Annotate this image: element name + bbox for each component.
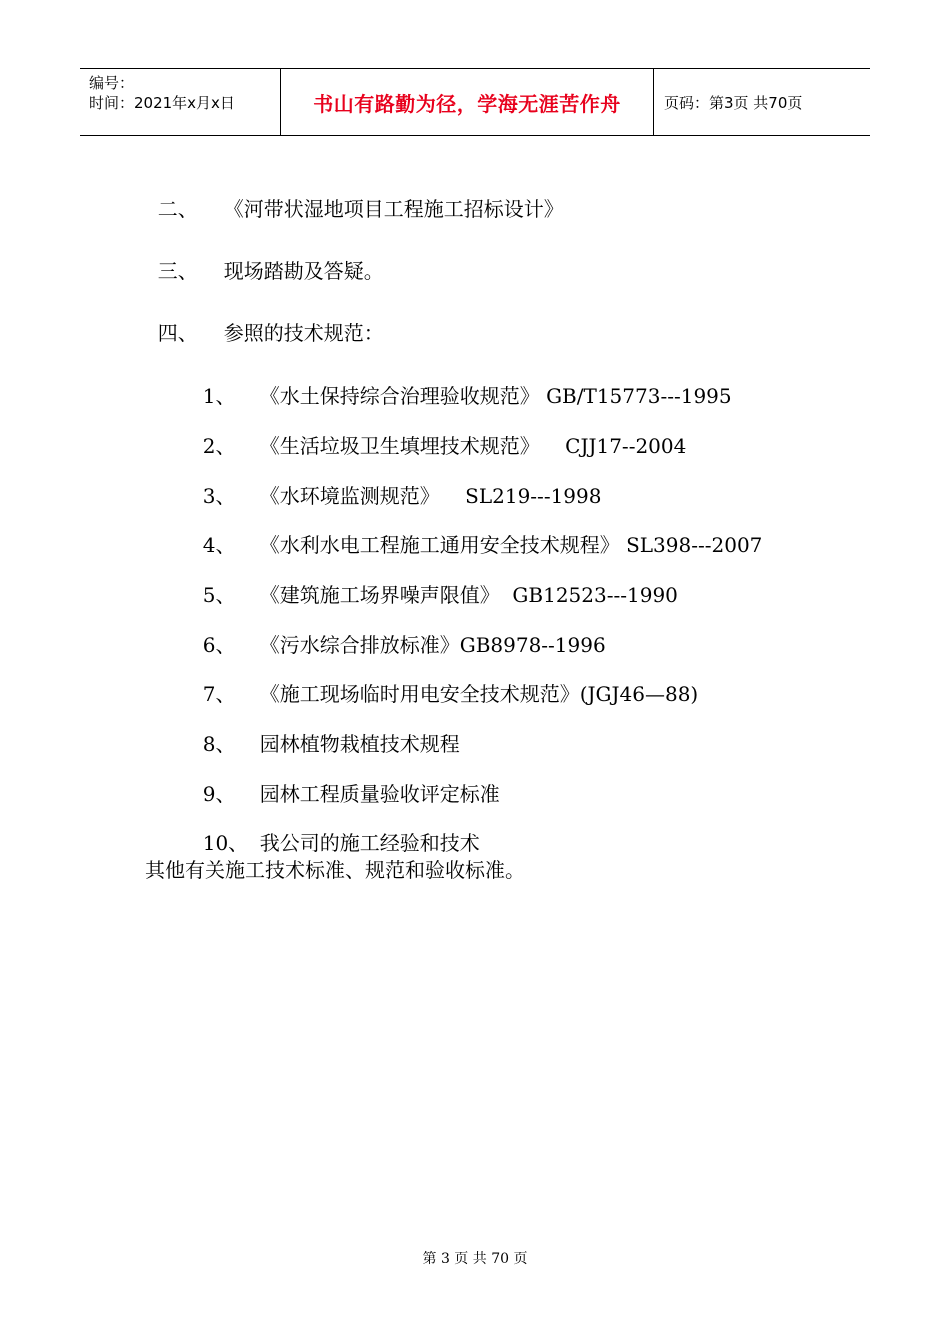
section-text: 参照的技术规范： [223, 321, 384, 345]
header-motto: 书山有路勤为径，学海无涯苦作舟 [281, 69, 654, 135]
section-text: 现场踏勘及答疑。 [223, 259, 384, 283]
spec-text: 我公司的施工经验和技术 [259, 831, 480, 855]
spec-item [190, 658, 698, 706]
section-number: 四、 [157, 321, 198, 345]
spec-number: 10、 [202, 831, 249, 855]
page-header [80, 68, 870, 136]
spec-number: 8、 [202, 732, 236, 756]
time-label: 时间：2021年x月x日 [89, 94, 235, 112]
spec-text: 《污水综合排放标准》GB8978--1996 [259, 633, 606, 657]
section-item [145, 173, 564, 221]
spec-text: 《建筑施工场界噪声限值》 GB12523---1990 [259, 583, 678, 607]
section-item [145, 297, 384, 345]
section-number: 二、 [157, 197, 198, 221]
spec-text: 《施工现场临时用电安全技术规范》(JGJ46—88) [259, 682, 699, 706]
spec-number: 2、 [202, 434, 236, 458]
spec-item [190, 807, 480, 855]
header-meta [80, 69, 281, 135]
spec-number: 1、 [202, 384, 236, 408]
spec-number: 4、 [202, 533, 236, 557]
spec-number: 3、 [202, 484, 236, 508]
spec-item [190, 460, 601, 508]
header-page-info: 页码：第3页 共70页 [664, 93, 803, 112]
spec-item [190, 410, 686, 458]
spec-number: 9、 [202, 782, 236, 806]
spec-item [190, 509, 762, 557]
spec-text: 《水利水电工程施工通用安全技术规程》 SL398---2007 [259, 533, 763, 557]
spec-text: 《生活垃圾卫生填埋技术规范》 CJJ17--2004 [259, 434, 687, 458]
page-footer: 第 3 页 共 70 页 [422, 1251, 528, 1267]
spec-text: 《水环境监测规范》 SL219---1998 [259, 484, 602, 508]
section-number: 三、 [157, 259, 198, 283]
spec-item [190, 360, 732, 408]
spec-item [190, 559, 678, 607]
spec-number: 7、 [202, 682, 236, 706]
spec-item [190, 758, 500, 806]
spec-number: 6、 [202, 633, 236, 657]
section-item [145, 235, 384, 283]
spec-text: 《水土保持综合治理验收规范》 GB/T15773---1995 [259, 384, 732, 408]
section-text: 《河带状湿地项目工程施工招标设计》 [223, 197, 564, 221]
spec-number: 5、 [202, 583, 236, 607]
spec-text: 园林植物栽植技术规程 [259, 732, 460, 756]
spec-text: 园林工程质量验收评定标准 [259, 782, 500, 806]
spec-item [190, 708, 460, 756]
closing-paragraph: 其他有关施工技术标准、规范和验收标准。 [145, 858, 525, 882]
number-label: 编号： [89, 74, 135, 92]
spec-item [190, 609, 606, 657]
